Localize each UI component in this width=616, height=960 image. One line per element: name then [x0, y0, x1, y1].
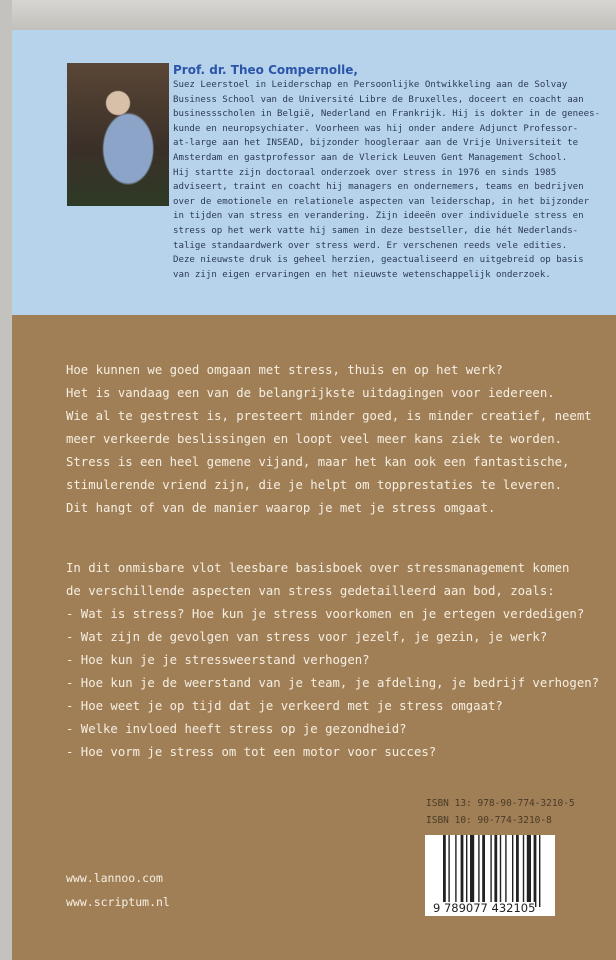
barcode	[425, 835, 555, 916]
intro-line: Het is vandaag een van de belangrijkste uitdagingen voor iedereen.	[66, 386, 555, 400]
intro-line: stimulerende vriend zijn, die je helpt om topprestaties te leveren.	[66, 478, 563, 492]
barcode-bar	[512, 835, 513, 907]
barcode-bar	[523, 835, 524, 907]
bio-line: Hij startte zijn doctoraal onderzoek over stress in 1976 en sinds 1985	[173, 167, 557, 178]
barcode-bar	[478, 835, 479, 907]
contents-line: - Hoe kun je je stressweerstand verhogen?	[66, 653, 370, 667]
barcode-bar	[494, 835, 497, 907]
bio-line: van zijn eigen ervaringen en het nieuwste wetenschappelijk onderzoek.	[173, 269, 551, 280]
barcode-bar	[448, 835, 449, 907]
bio-line: talige standaardwerk over stress werd. Er verschenen reeds vele edities.	[173, 240, 568, 251]
bio-line: over de emotionele en relationele aspecten van leiderschap, in het bijzonder	[173, 196, 590, 207]
contents-line: - Welke invloed heeft stress op je gezondheid?	[66, 722, 407, 736]
bio-line: kunde en neuropsychiater. Voorheen was hij onder andere Adjunct Professor-	[173, 123, 579, 134]
barcode-bar	[461, 835, 464, 907]
isbn-10: ISBN 10: 90-774-3210-8	[426, 815, 552, 826]
publisher-urls	[66, 866, 170, 914]
contents-paragraph	[66, 557, 606, 764]
barcode-bar	[466, 835, 467, 907]
bio-line: Business School van de Université Libre de Bruxelles, doceert en coacht aan	[173, 94, 584, 105]
barcode-bar	[455, 835, 456, 907]
barcode-bar	[490, 835, 491, 907]
contents-line: - Hoe weet je op tijd dat je verkeerd met je stress omgaat?	[66, 699, 503, 713]
barcode-bar	[470, 835, 474, 907]
contents-line: - Wat zijn de gevolgen van stress voor jezelf, je gezin, je werk?	[66, 630, 548, 644]
contents-line: - Wat is stress? Hoe kun je stress voorkomen en je ertegen verdedigen?	[66, 607, 585, 621]
intro-line: Dit hangt of van de manier waarop je met je stress omgaat.	[66, 501, 496, 515]
author-bio	[173, 62, 609, 282]
barcode-bar	[482, 835, 485, 907]
barcode-bar	[500, 835, 501, 907]
bio-line: Suez Leerstoel in Leiderschap en Persoonlijke Ontwikkeling aan de Solvay	[173, 80, 568, 90]
contents-line: de verschillende aspecten van stress gedetailleerd aan bod, zoals:	[66, 584, 555, 598]
author-photo	[67, 63, 169, 206]
url-scriptum[interactable]: www.scriptum.nl	[66, 895, 170, 909]
bio-line: Amsterdam en gastprofessor aan de Vlerick Leuven Gent Management School.	[173, 152, 568, 163]
barcode-bar	[516, 835, 519, 907]
book-spine-edge	[0, 0, 12, 960]
url-lannoo[interactable]: www.lannoo.com	[66, 871, 163, 885]
bio-line: Deze nieuwste druk is geheel herzien, geactualiseerd en uitgebreid op basis	[173, 255, 584, 266]
bio-line: adviseert, traint en coacht hij managers en ondernemers, teams en bedrijven	[173, 182, 584, 193]
intro-line: meer verkeerde beslissingen en loopt veel meer kans ziek te worden.	[66, 432, 563, 446]
barcode-bar	[527, 835, 531, 907]
intro-paragraph	[66, 359, 606, 520]
barcode-number: 9 789077 432105	[433, 901, 536, 915]
barcode-bar	[539, 835, 540, 907]
isbn-block	[426, 795, 575, 829]
contents-line: - Hoe kun je de weerstand van je team, je afdeling, je bedrijf verhogen?	[66, 676, 600, 690]
bio-line: at-large aan het INSEAD, bijzonder hoogleraar aan de Vrije Universiteit te	[173, 138, 579, 149]
contents-line: In dit onmisbare vlot leesbare basisboek over stressmanagement komen	[66, 561, 570, 575]
book-top-edge	[0, 0, 616, 30]
bio-line: stress op het werk vatte hij samen in deze bestseller, die hét Nederlands-	[173, 225, 579, 236]
intro-line: Stress is een heel gemene vijand, maar het kan ook een fantastische,	[66, 455, 570, 469]
barcode-bar	[534, 835, 537, 907]
contents-line: - Hoe vorm je stress om tot een motor voor succes?	[66, 745, 437, 759]
author-name: Prof. dr. Theo Compernolle,	[173, 63, 358, 77]
bio-line: businessscholen in België, Nederland en Frankrijk. Hij is dokter in de genees-	[173, 109, 601, 120]
bio-line: in tijden van stress en verandering. Zijn ideeën over individuele stress en	[173, 211, 584, 222]
intro-line: Wie al te gestrest is, presteert minder goed, is minder creatief, neemt	[66, 409, 592, 423]
isbn-13: ISBN 13: 978-90-774-3210-5	[426, 798, 575, 809]
intro-line: Hoe kunnen we goed omgaan met stress, thuis en op het werk?	[66, 363, 503, 377]
barcode-bar	[443, 835, 446, 907]
barcode-bar	[505, 835, 506, 907]
